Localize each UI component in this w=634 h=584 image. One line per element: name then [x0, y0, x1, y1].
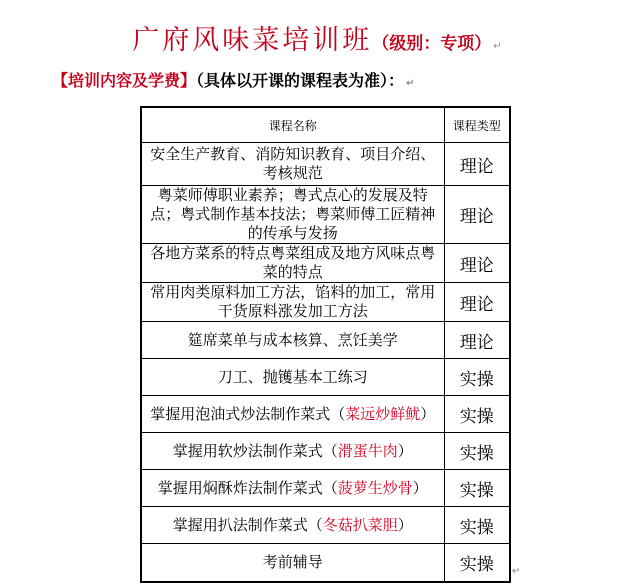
course-name: 安全生产教育、消防知识教育、项目介绍、考核规范 — [150, 145, 436, 182]
course-type-cell: 实操 — [444, 470, 510, 507]
table-row — [141, 507, 510, 544]
course-type-cell: 实操 — [444, 507, 510, 544]
course-type-cell: 实操 — [444, 396, 510, 433]
course-table — [140, 106, 511, 583]
course-name-cell — [141, 283, 444, 322]
dish-name: 冬菇扒菜胆 — [322, 515, 398, 534]
course-name: 筵席菜单与成本核算、烹饪美学 — [187, 330, 398, 349]
table-row — [141, 143, 510, 186]
course-name: 掌握用焖酥炸法制作菜式（ — [157, 478, 338, 497]
course-type-cell: 理论 — [444, 244, 510, 283]
course-name: 考前辅导 — [262, 552, 323, 571]
table-row — [141, 396, 510, 433]
section-heading: 【培训内容及学费】 — [52, 71, 197, 90]
closing-paren: ） — [412, 478, 428, 497]
table-row — [141, 186, 510, 244]
course-name: 掌握用软炒法制作菜式（ — [172, 441, 338, 460]
table-row — [141, 322, 510, 359]
closing-paren: ） — [397, 515, 413, 534]
course-type-cell: 实操 — [444, 433, 510, 470]
course-name-cell — [141, 186, 444, 244]
course-name-cell — [141, 396, 444, 433]
header-course-name: 课程名称 — [141, 107, 444, 143]
course-type-cell: 实操 — [444, 544, 510, 582]
course-name: 粤菜师傅职业素养；粤式点心的发展及特点；粤式制作基本技法；粤菜师傅工匠精神的传承与发扬 — [150, 186, 436, 242]
closing-paren: ） — [420, 404, 436, 423]
course-name: 刀工、抛镬基本工练习 — [217, 367, 368, 386]
paragraph-mark-icon: ↵ — [512, 566, 521, 577]
table-row — [141, 244, 510, 283]
course-type-cell: 实操 — [444, 359, 510, 396]
document-title — [0, 18, 634, 57]
dish-name: 滑蛋牛肉 — [337, 441, 398, 460]
course-name-cell — [141, 143, 444, 186]
table-header-row — [141, 107, 510, 143]
course-type-cell: 理论 — [444, 186, 510, 244]
section-note: （具体以开课的课程表为准）： — [196, 71, 405, 90]
title-main: 广府风味菜培训班 — [132, 25, 373, 56]
closing-paren: ） — [397, 441, 413, 460]
paragraph-mark-icon: ↵ — [406, 78, 415, 89]
course-name-cell — [141, 470, 444, 507]
course-name: 掌握用泡油式炒法制作菜式（ — [150, 404, 346, 423]
course-name-cell — [141, 544, 444, 582]
dish-name: 菠萝生炒骨 — [337, 478, 413, 497]
course-name-cell — [141, 507, 444, 544]
section-heading-line — [52, 68, 414, 91]
course-name-cell — [141, 433, 444, 470]
paragraph-mark-icon: ↵ — [493, 41, 502, 52]
header-course-type: 课程类型 — [444, 107, 510, 143]
course-name: 常用肉类原料加工方法，馅料的加工，常用干货原料涨发加工方法 — [150, 283, 436, 320]
title-level: （级别：专项） — [372, 34, 492, 54]
course-type-cell: 理论 — [444, 322, 510, 359]
course-name-cell — [141, 322, 444, 359]
course-type-cell: 理论 — [444, 143, 510, 186]
course-type-cell: 理论 — [444, 283, 510, 322]
table-row — [141, 433, 510, 470]
course-name-cell — [141, 359, 444, 396]
table-row — [141, 470, 510, 507]
table-row — [141, 359, 510, 396]
table-row — [141, 283, 510, 322]
course-name-cell — [141, 244, 444, 283]
dish-name: 菜远炒鲜鱿 — [345, 404, 421, 423]
table-row — [141, 544, 510, 582]
course-name: 掌握用扒法制作菜式（ — [172, 515, 323, 534]
course-rows — [141, 143, 510, 582]
course-name: 各地方菜系的特点粤菜组成及地方风味点粤菜的特点 — [150, 244, 436, 281]
